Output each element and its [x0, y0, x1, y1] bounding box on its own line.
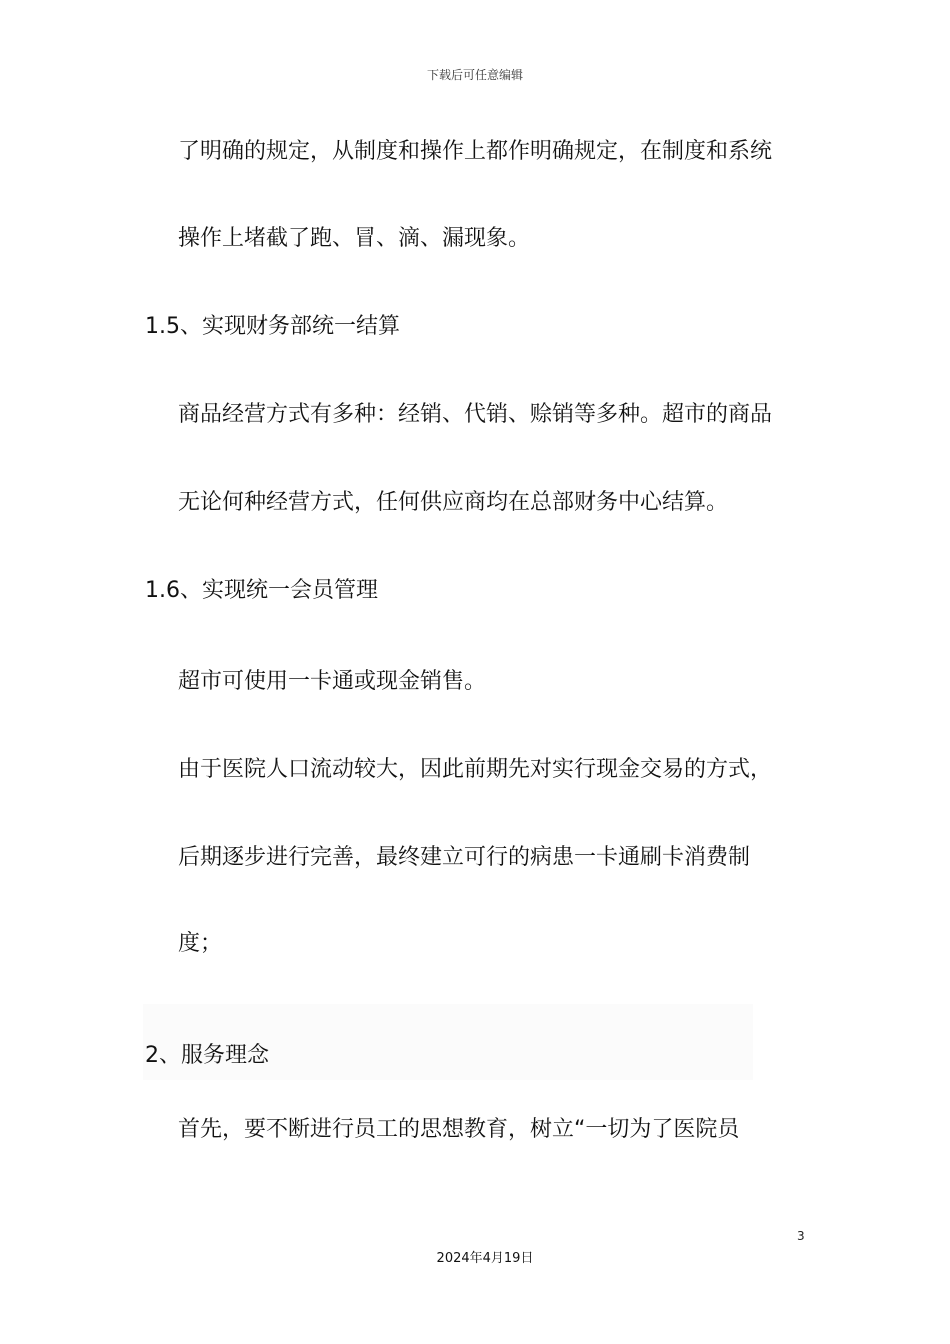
body-line-2: 操作上堵截了跑、冒、滴、漏现象。	[178, 226, 531, 251]
section-heading-1-6: 1.6、实现统一会员管理	[145, 578, 378, 603]
section-heading-1-5: 1.5、实现财务部统一结算	[145, 314, 400, 339]
footer-date: 2024年4月19日	[436, 1251, 534, 1266]
section-heading-2: 2、服务理念	[145, 1043, 269, 1068]
body-line-5: 超市可使用一卡通或现金销售。	[178, 669, 487, 694]
body-line-4: 无论何种经营方式，任何供应商均在总部财务中心结算。	[178, 490, 729, 515]
page-header: 下载后可任意编辑	[426, 68, 523, 82]
body-line-1: 了明确的规定，从制度和操作上都作明确规定，在制度和系统	[178, 139, 773, 164]
body-line-9: 首先，要不断进行员工的思想教育，树立“一切为了医院员	[178, 1117, 740, 1142]
body-line-3: 商品经营方式有多种：经销、代销、赊销等多种。超市的商品	[178, 402, 773, 427]
body-line-7: 后期逐步进行完善，最终建立可行的病患一卡通刷卡消费制	[178, 845, 751, 870]
body-line-6: 由于医院人口流动较大，因此前期先对实行现金交易的方式，	[178, 757, 773, 782]
body-line-8: 度；	[178, 931, 223, 956]
page-number: 3	[797, 1229, 805, 1243]
